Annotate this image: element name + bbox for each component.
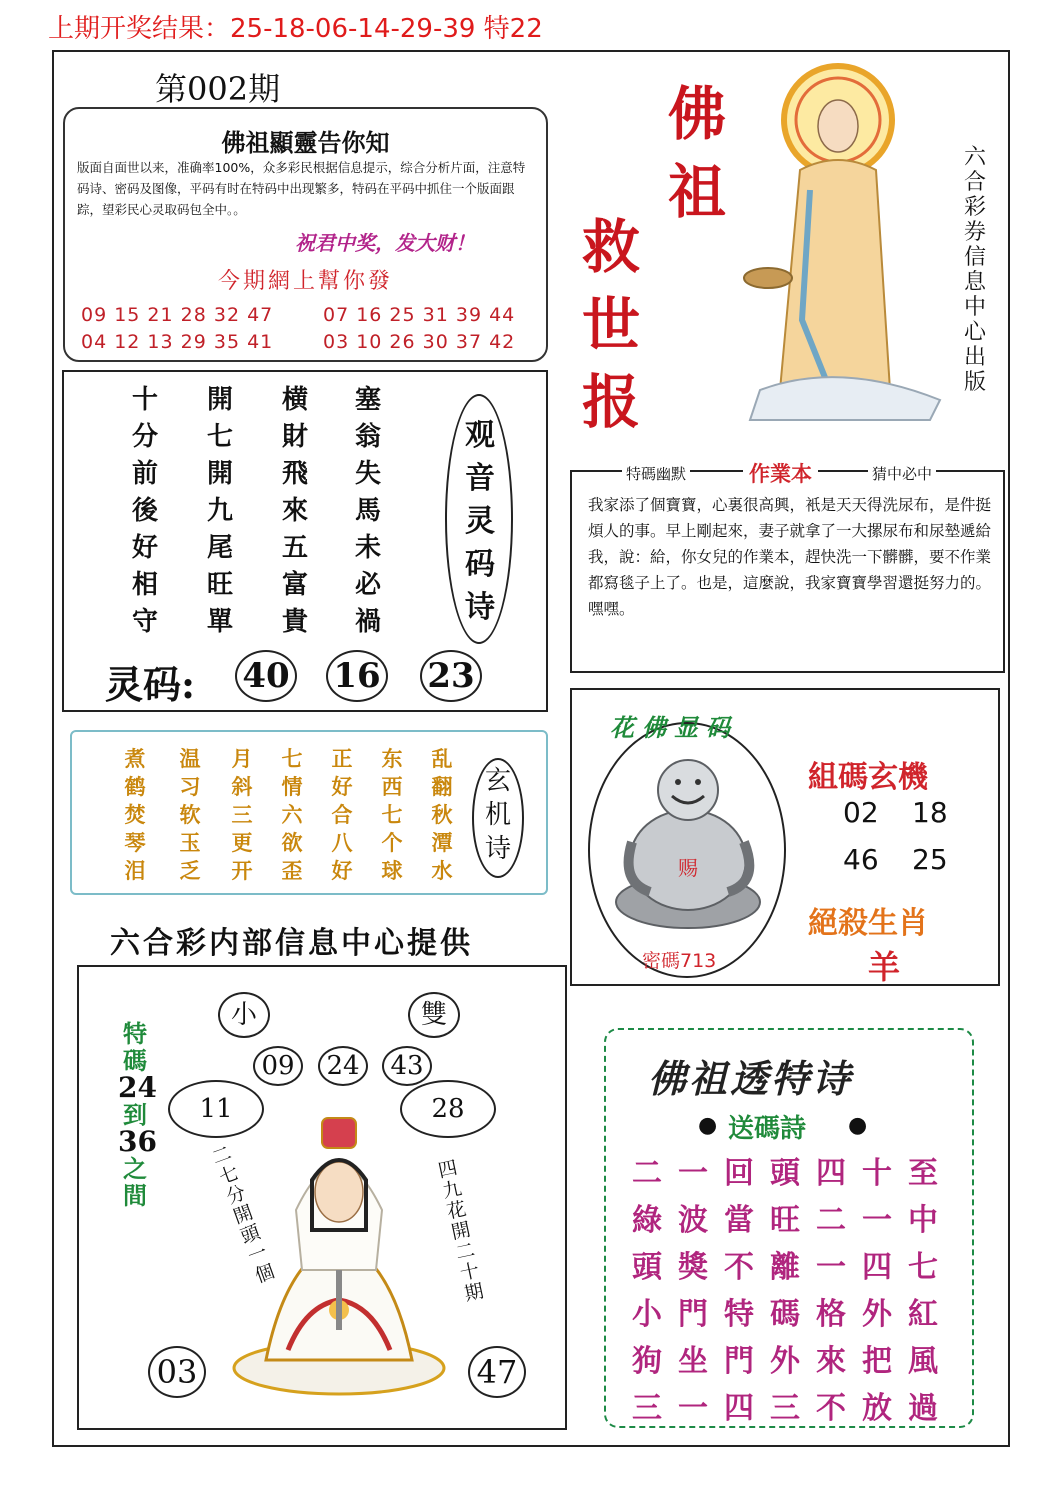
corner-number: 47 — [468, 1346, 526, 1398]
number-oval: 09 — [253, 1046, 303, 1086]
lingma-code: 16 — [326, 650, 388, 702]
issue-number: 第002期 — [155, 70, 281, 108]
poem-column: 開七開九尾旺單 — [206, 385, 233, 637]
size-label: 小 — [218, 992, 270, 1038]
combo-number: 18 — [912, 796, 948, 829]
xuanji-column: 月斜三更开 — [231, 746, 253, 883]
xuanji-column: 乱翻秋潭水 — [431, 746, 453, 883]
xuanji-column: 煮鹤焚琴泪 — [124, 746, 146, 883]
gift-char: 赐 — [678, 856, 698, 880]
xuanji-column: 东西七个球 — [381, 746, 403, 883]
te-poem-line: 綠波當旺二一中 — [632, 1203, 954, 1238]
number-oval: 43 — [382, 1046, 432, 1086]
joke-title: 作業本 — [743, 458, 818, 488]
guanyin-standing-illustration — [740, 60, 950, 430]
number-group: 07 16 25 31 39 44 — [323, 304, 516, 326]
poem-column: 塞翁失馬未必禍 — [354, 385, 381, 637]
te-poem-line: 狗坐門外來把風 — [632, 1344, 954, 1379]
laughing-buddha-illustration — [610, 752, 765, 932]
poem-column: 横財飛來五富貴 — [281, 385, 308, 637]
kill-zodiac-title: 絕殺生肖 — [808, 906, 928, 941]
left-phrase: 二七分開頭一個 — [209, 1142, 278, 1288]
title-char: 祖 — [668, 158, 727, 226]
range-char: 之 — [123, 1154, 147, 1183]
notice-title: 佛祖顯靈告你知 — [221, 128, 390, 157]
parity-label: 雙 — [408, 992, 460, 1038]
title-char: 世 — [582, 291, 641, 359]
guanyin-seated-illustration — [226, 1100, 452, 1400]
xuanji-column: 正好合八好 — [331, 746, 353, 883]
te-poem-line: 二一回頭四十至 — [632, 1156, 954, 1191]
previous-result: 上期开奖结果：25-18-06-14-29-39 特22 — [48, 14, 543, 44]
number-oval: 11 — [168, 1080, 264, 1138]
lingma-code: 23 — [420, 650, 482, 702]
number-group: 04 12 13 29 35 41 — [81, 331, 274, 353]
combo-number: 25 — [912, 843, 948, 876]
lingma-code: 40 — [235, 650, 297, 702]
te-poem-line: 頭獎不離一四七 — [632, 1250, 954, 1285]
bullet-icon: ● — [698, 1113, 718, 1138]
poem-column: 十分前後好相守 — [131, 385, 158, 637]
title-char: 救 — [582, 213, 641, 281]
range-char: 特 — [123, 1019, 147, 1048]
special-range — [118, 1019, 157, 1210]
secret-code: 密碼713 — [642, 950, 717, 972]
combo-number: 46 — [843, 843, 879, 876]
joke-right-label: 猜中必中 — [868, 463, 936, 484]
te-poem-subtitle: 送碼詩 — [728, 1114, 807, 1144]
poem-title: 观音灵码诗 — [465, 418, 495, 625]
combo-title: 組碼玄機 — [808, 760, 928, 795]
te-poem-title: 佛祖透特诗 — [648, 1056, 854, 1101]
te-poem-lines — [632, 1150, 954, 1432]
range-char: 到 — [123, 1100, 147, 1129]
title-char: 报 — [582, 368, 641, 436]
joke-text: 我家添了個寶寶，心裏很高興，衹是天天得洗尿布，是件挺煩人的事。早上剛起來，妻子就拿了一大摞尿布和尿墊遞給我，說：給，你女兒的作業本，趕快洗一下髒髒，要不作業都寫毯子上了。也是，這麼說，我家寶寶學習還挺努力的。嘿嘿。 — [588, 496, 992, 618]
notice-wish: 祝君中奖，发大财！ — [295, 231, 475, 255]
notice-box — [63, 107, 548, 362]
title-char: 佛 — [668, 80, 727, 148]
xuanji-title: 玄机诗 — [484, 766, 511, 864]
right-phrase: 四九花開二十期 — [436, 1156, 486, 1306]
provider-line: 六合彩内部信息中心提供 — [110, 926, 473, 961]
number-oval: 28 — [400, 1080, 496, 1138]
xuanji-column: 温习软玉乏 — [179, 746, 201, 883]
te-poem-line: 三一四三不放過 — [632, 1391, 954, 1426]
joke-left-label: 特碼幽默 — [622, 463, 690, 484]
number-oval: 24 — [318, 1046, 368, 1086]
notice-subtitle: 今期網上幫你發 — [217, 269, 393, 294]
range-char: 間 — [123, 1181, 147, 1210]
corner-number: 03 — [148, 1346, 206, 1398]
bullet-icon: ● — [848, 1113, 868, 1138]
range-end: 36 — [118, 1125, 157, 1158]
publisher-label: 六合彩券信息中心出版 — [963, 145, 986, 395]
combo-number: 02 — [843, 796, 879, 829]
number-group: 09 15 21 28 32 47 — [81, 304, 274, 326]
notice-intro: 版面自面世以来，准确率100%，众多彩民根据信息提示，综合分析片面，注意特码诗、密码及图像，平码有时在特码中出现繁多，特码在平码中抓住一个版面跟踪，望彩民心灵取码包全中。。 — [77, 160, 526, 217]
xuanji-column: 七情六欲歪 — [281, 746, 303, 883]
number-group: 03 10 26 30 37 42 — [323, 331, 516, 353]
buddha-arc-title: 花佛显码 — [610, 713, 738, 742]
lingma-label: 灵码: — [105, 662, 196, 707]
kill-zodiac-animal: 羊 — [868, 948, 901, 986]
range-start: 24 — [118, 1071, 157, 1104]
te-poem-line: 小門特碼格外紅 — [632, 1297, 954, 1332]
range-char: 碼 — [123, 1046, 147, 1075]
